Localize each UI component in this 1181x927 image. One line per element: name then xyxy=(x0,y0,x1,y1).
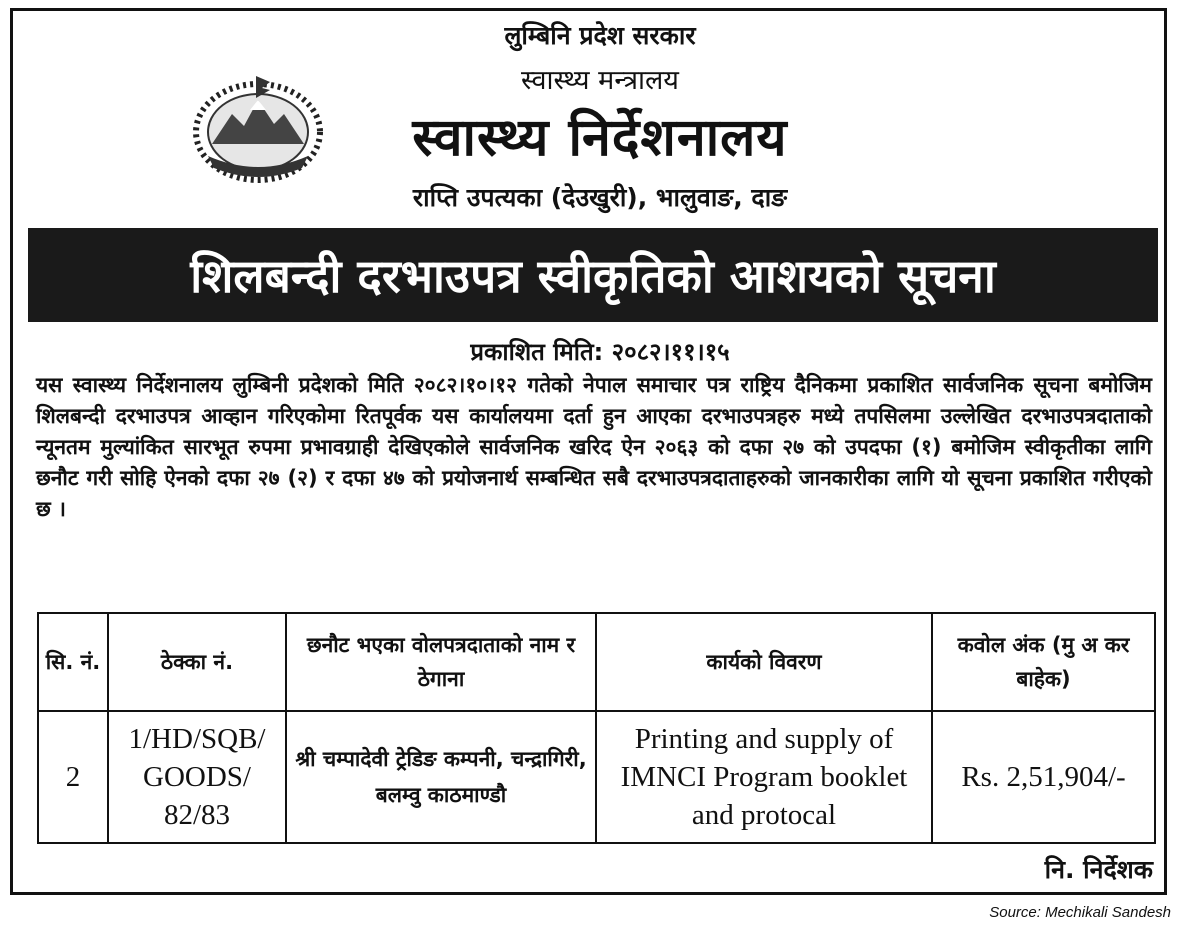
signatory-title: नि. निर्देशक xyxy=(1044,855,1153,884)
ministry-name: स्वास्थ्य मन्त्रालय xyxy=(521,65,679,96)
header-bidder: छनौट भएका वोलपत्रदाताको नाम र ठेगाना xyxy=(286,613,596,711)
office-address: राप्ति उपत्यका (देउखुरी), भालुवाङ, दाङ xyxy=(412,183,788,212)
table-header-row xyxy=(38,613,1155,711)
contract-table xyxy=(37,612,1156,844)
cell-bid-amount: Rs. 2,51,904/- xyxy=(932,711,1155,843)
notice-body: यस स्वास्थ्य निर्देशनालय लुम्बिनी प्रदेशको मिति २०८२।१०।१२ गतेको नेपाल समाचार पत्र राष्ट्रिय दैनिकमा प्रकाशित सार्वजनिक सूचना बमोजिम शिलबन्दी दरभाउपत्र आव्हान गरिएकोमा रितपूर्वक यस कार्यालयमा दर्ता हुन आएका दरभाउपत्रहरु मध्ये तपसिलमा उल्लेखित दरभाउपत्रदाताको न्यूनतम मुल्यांकित सारभूत रुपमा प्रभावग्राही देखिएकोले सार्वजनिक खरिद ऐन २०६३ को दफा २७ को उपदफा (१) बमोजिम स्वीकृतीका लागि छनौट गरी सोहि ऐनको दफा २७ (२) र दफा ४७ को प्रयोजनार्थ सम्बन्धित सबै दरभाउपत्रदाताहरुको जानकारीका लागि यो सूचना प्रकाशित गरीएको छ । xyxy=(36,373,1152,521)
cell-contract-number: 1/HD/SQB/ GOODS/ 82/83 xyxy=(108,711,286,843)
published-date: प्रकाशित मिति: २०८२।११।१५ xyxy=(470,338,730,366)
cell-bidder: श्री चम्पादेवी ट्रेडिङ कम्पनी, चन्द्रागिरी, बलम्वु काठमाण्डौ xyxy=(286,711,596,843)
notice-title-banner xyxy=(28,228,1158,322)
notice-title: शिलबन्दी दरभाउपत्र स्वीकृतिको आशयको सूचना xyxy=(190,249,996,303)
cell-work-description: Printing and supply of IMNCI Program booklet and protocal xyxy=(596,711,932,843)
header-bid-amount: कवोल अंक (मु अ कर बाहेक) xyxy=(932,613,1155,711)
header-contract-number: ठेक्का नं. xyxy=(108,613,286,711)
cell-serial-number: 2 xyxy=(38,711,108,843)
office-name: स्वास्थ्य निर्देशनालय xyxy=(412,108,788,168)
table-row xyxy=(38,711,1155,843)
header-work-description: कार्यको विवरण xyxy=(596,613,932,711)
government-name: लुम्बिनि प्रदेश सरकार xyxy=(504,21,696,50)
source-credit: Source: Mechikali Sandesh xyxy=(989,904,1171,921)
header-serial-number: सि. नं. xyxy=(38,613,108,711)
